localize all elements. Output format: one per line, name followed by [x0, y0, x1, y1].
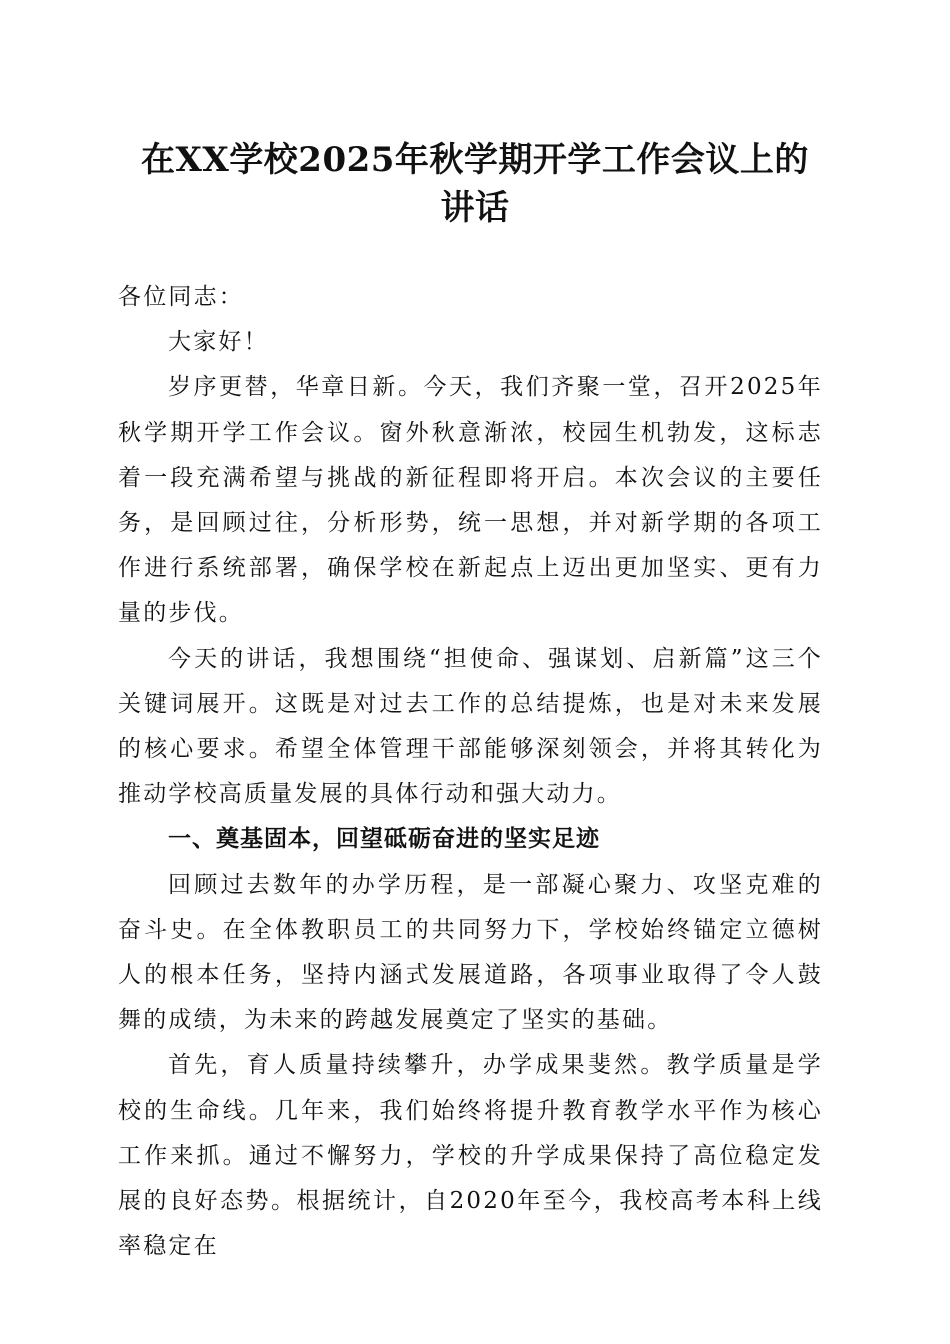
section-heading: 一、奠基固本，回望砥砺奋进的坚实足迹 [168, 826, 600, 853]
title-line-2: 讲话 [440, 188, 510, 228]
body-paragraph: 今天的讲话，我想围绕“担使命、强谋划、启新篇”这三个关键词展开。这既是对过去工作的总结提炼，也是对未来发展的核心要求。希望全体管理干部能够深刻领会，并将其转化为推动学校高质量发展的具体行动和强大动力。 [118, 645, 823, 808]
title-line-1: 在XX学校2025年秋学期开学工作会议上的 [141, 140, 809, 180]
document-title [100, 136, 850, 232]
body-paragraph: 首先，育人质量持续攀升，办学成果斐然。教学质量是学校的生命线。几年来，我们始终将提升教育教学水平作为核心工作来抓。通过不懈努力，学校的升学成果保持了高位稳定发展的良好态势。根据统计，自2020年至今，我校高考本科上线率稳定在 [118, 1052, 823, 1260]
greeting: 大家好！ [168, 329, 269, 356]
body-paragraph: 回顾过去数年的办学历程，是一部凝心聚力、攻坚克难的奋斗史。在全体教职员工的共同努力下，学校始终锚定立德树人的根本任务，坚持内涵式发展道路，各项事业取得了令人鼓舞的成绩，为未来的跨越发展奠定了坚实的基础。 [118, 871, 823, 1034]
body-paragraph: 岁序更替，华章日新。今天，我们齐聚一堂，召开2025年秋学期开学工作会议。窗外秋意渐浓，校园生机勃发，这标志着一段充满希望与挑战的新征程即将开启。本次会议的主要任务，是回顾过往，分析形势，统一思想，并对新学期的各项工作进行系统部署，确保学校在新起点上迈出更加坚实、更有力量的步伐。 [118, 374, 823, 627]
document-body [118, 275, 823, 1269]
salutation: 各位同志： [118, 284, 244, 310]
